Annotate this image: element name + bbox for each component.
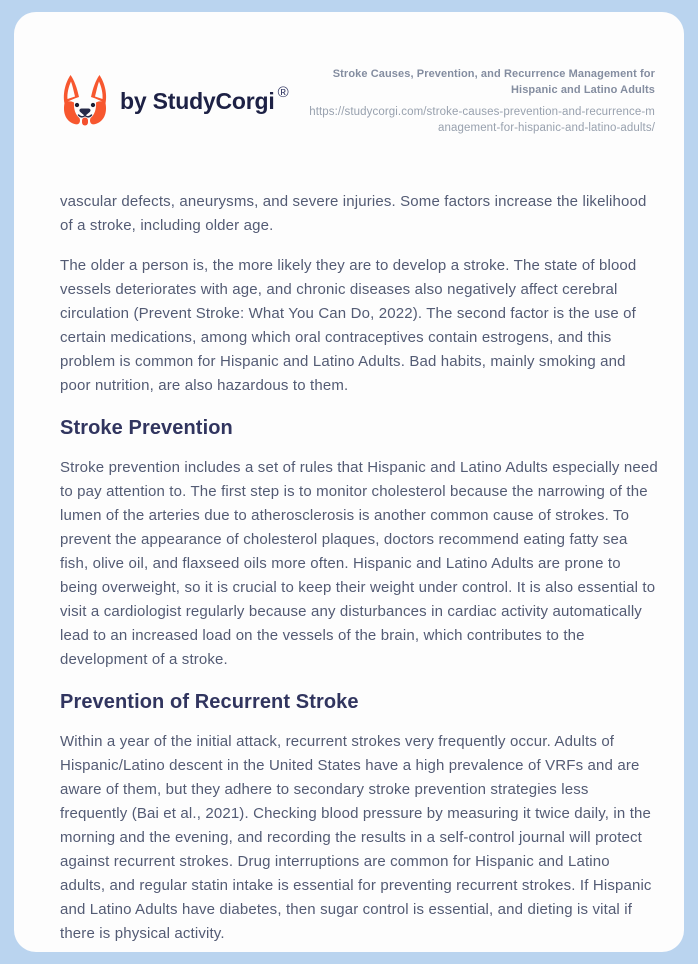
- corgi-face-icon: [60, 73, 110, 130]
- essay-content: [60, 190, 659, 946]
- document-title: Stroke Causes, Prevention, and Recurrence Management for Hispanic and Latino Adults: [332, 68, 655, 96]
- registered-trademark: ®: [277, 83, 289, 101]
- document-url: https://studycorgi.com/stroke-causes-prevention-and-recurrence-management-for-hispanic-and-latino-adults/: [309, 106, 655, 134]
- section-heading-prevention-of-recurrent-stroke: Prevention of Recurrent Stroke: [60, 691, 359, 713]
- paragraph: The older a person is, the more likely they are to develop a stroke. The state of blood vessels deteriorates with age, and chronic diseases also negatively affect cerebral circulation (Prevent Stroke: What You Can Do, 2022). The second factor is the use of certain medications, among which oral contraceptives contain estrogens, and this problem is common for Hispanic and Latino Adults. Bad habits, mainly smoking and poor nutrition, are also hazardous to them.: [60, 257, 637, 394]
- paragraph: Stroke prevention includes a set of rules that Hispanic and Latino Adults especially need to pay attention to. The first step is to monitor cholesterol because the narrowing of the lumen of the arteries due to atherosclerosis is another common cause of strokes. To prevent the appearance of cholesterol plaques, doctors recommend eating fatty sea fish, olive oil, and flaxseed oils more often. Hispanic and Latino Adults are prone to being overweight, so it is crucial to keep their weight under control. It is also essential to visit a cardiologist regularly because any disturbances in cardiac activity automatically lead to an increased load on the vessels of the brain, which contributes to the development of a stroke.: [60, 459, 658, 668]
- paragraph: Within a year of the initial attack, recurrent strokes very frequently occur. Adults of Hispanic/Latino descent in the United States have a high prevalence of VRFs and are aware of them, but they adhere to secondary stroke prevention strategies less frequently (Bai et al., 2021). Checking blood pressure by measuring it twice daily, in the morning and the evening, and recording the results in a self-control journal will protect against recurrent strokes. Drug interruptions are common for Hispanic and Latino adults, and regular statin intake is essential for preventing recurrent strokes. If Hispanic and Latino Adults have diabetes, then sugar control is essential, and dieting is vital if there is physical activity.: [60, 733, 652, 942]
- paragraph-continued: vascular defects, aneurysms, and severe injuries. Some factors increase the likelihood of a stroke, including older age.: [60, 193, 647, 234]
- studycorgi-logo: [60, 73, 289, 130]
- document-header: [60, 66, 655, 136]
- section-heading-stroke-prevention: Stroke Prevention: [60, 417, 233, 439]
- document-card: [14, 12, 684, 952]
- document-meta: [307, 66, 655, 136]
- brand-name: by StudyCorgi: [120, 87, 275, 114]
